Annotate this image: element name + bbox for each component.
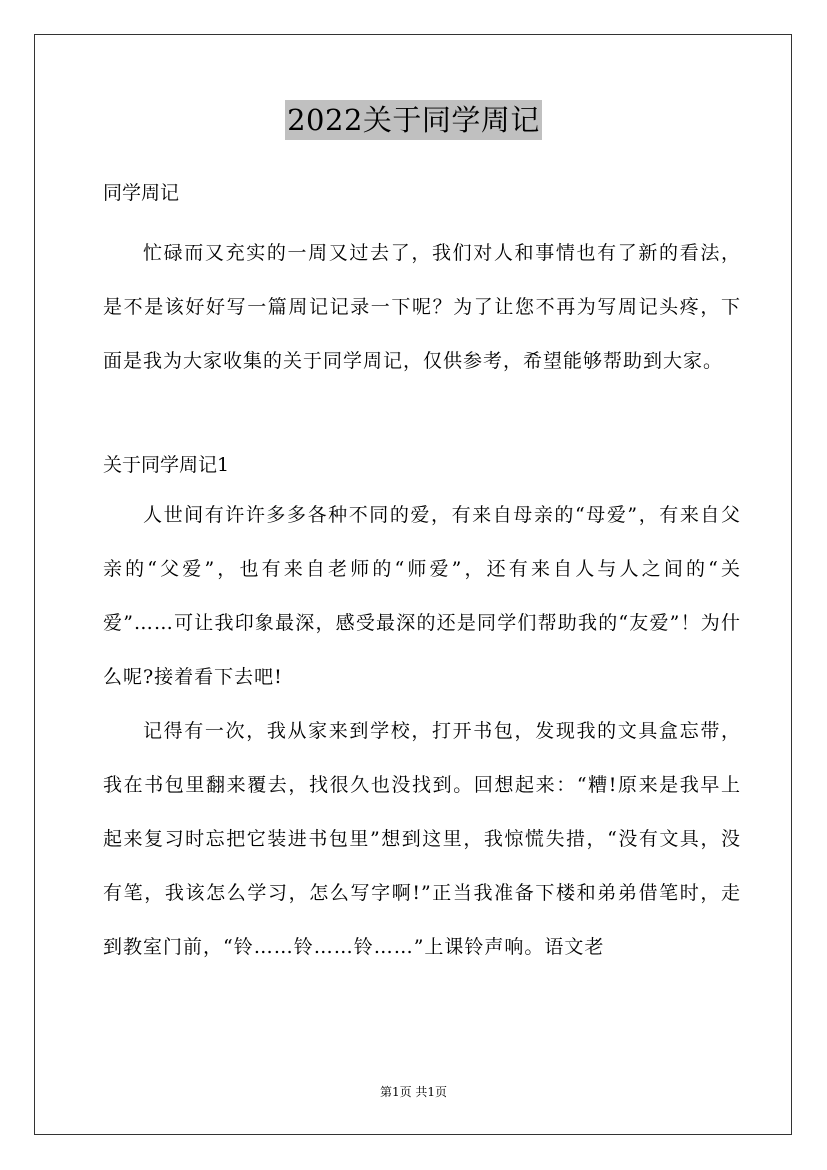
title-container [0,100,827,140]
intro-paragraph: 忙碌而又充实的一周又过去了，我们对人和事情也有了新的看法，是不是该好好写一篇周记记录一下呢？为了让您不再为写周记头疼，下面是我为大家收集的关于同学周记，仅供参考，希望能够帮助到大家。 [103,242,741,372]
body-paragraph-2: 记得有一次，我从家来到学校，打开书包，发现我的文具盒忘带，我在书包里翻来覆去，找很久也没找到。回想起来：“糟!原来是我早上起来复习时忘把它装进书包里”想到这里，我惊慌失措，“没有文具，没有笔，我该怎么学习，怎么写字啊!”正当我准备下楼和弟弟借笔时，走到教室门前，“铃……铃……铃……”上课铃声响。语文老 [103,720,741,958]
document-body [103,172,741,974]
page-footer [0,1083,827,1101]
section-heading: 关于同学周记1 [103,454,230,476]
body-paragraph-1: 人世间有许许多多各种不同的爱，有来自母亲的“母爱”，有来自父亲的“父爱”，也有来自老师的“师爱”，还有来自人与人之间的“关爱”……可让我印象最深，感受最深的还是同学们帮助我的“友爱”！为什么呢?接着看下去吧! [103,504,741,688]
document-subtitle: 同学周记 [103,182,180,204]
page-number-label: 第1页 共1页 [379,1085,448,1099]
section-spacer [103,388,741,444]
document-title: 2022关于同学周记 [285,100,542,140]
